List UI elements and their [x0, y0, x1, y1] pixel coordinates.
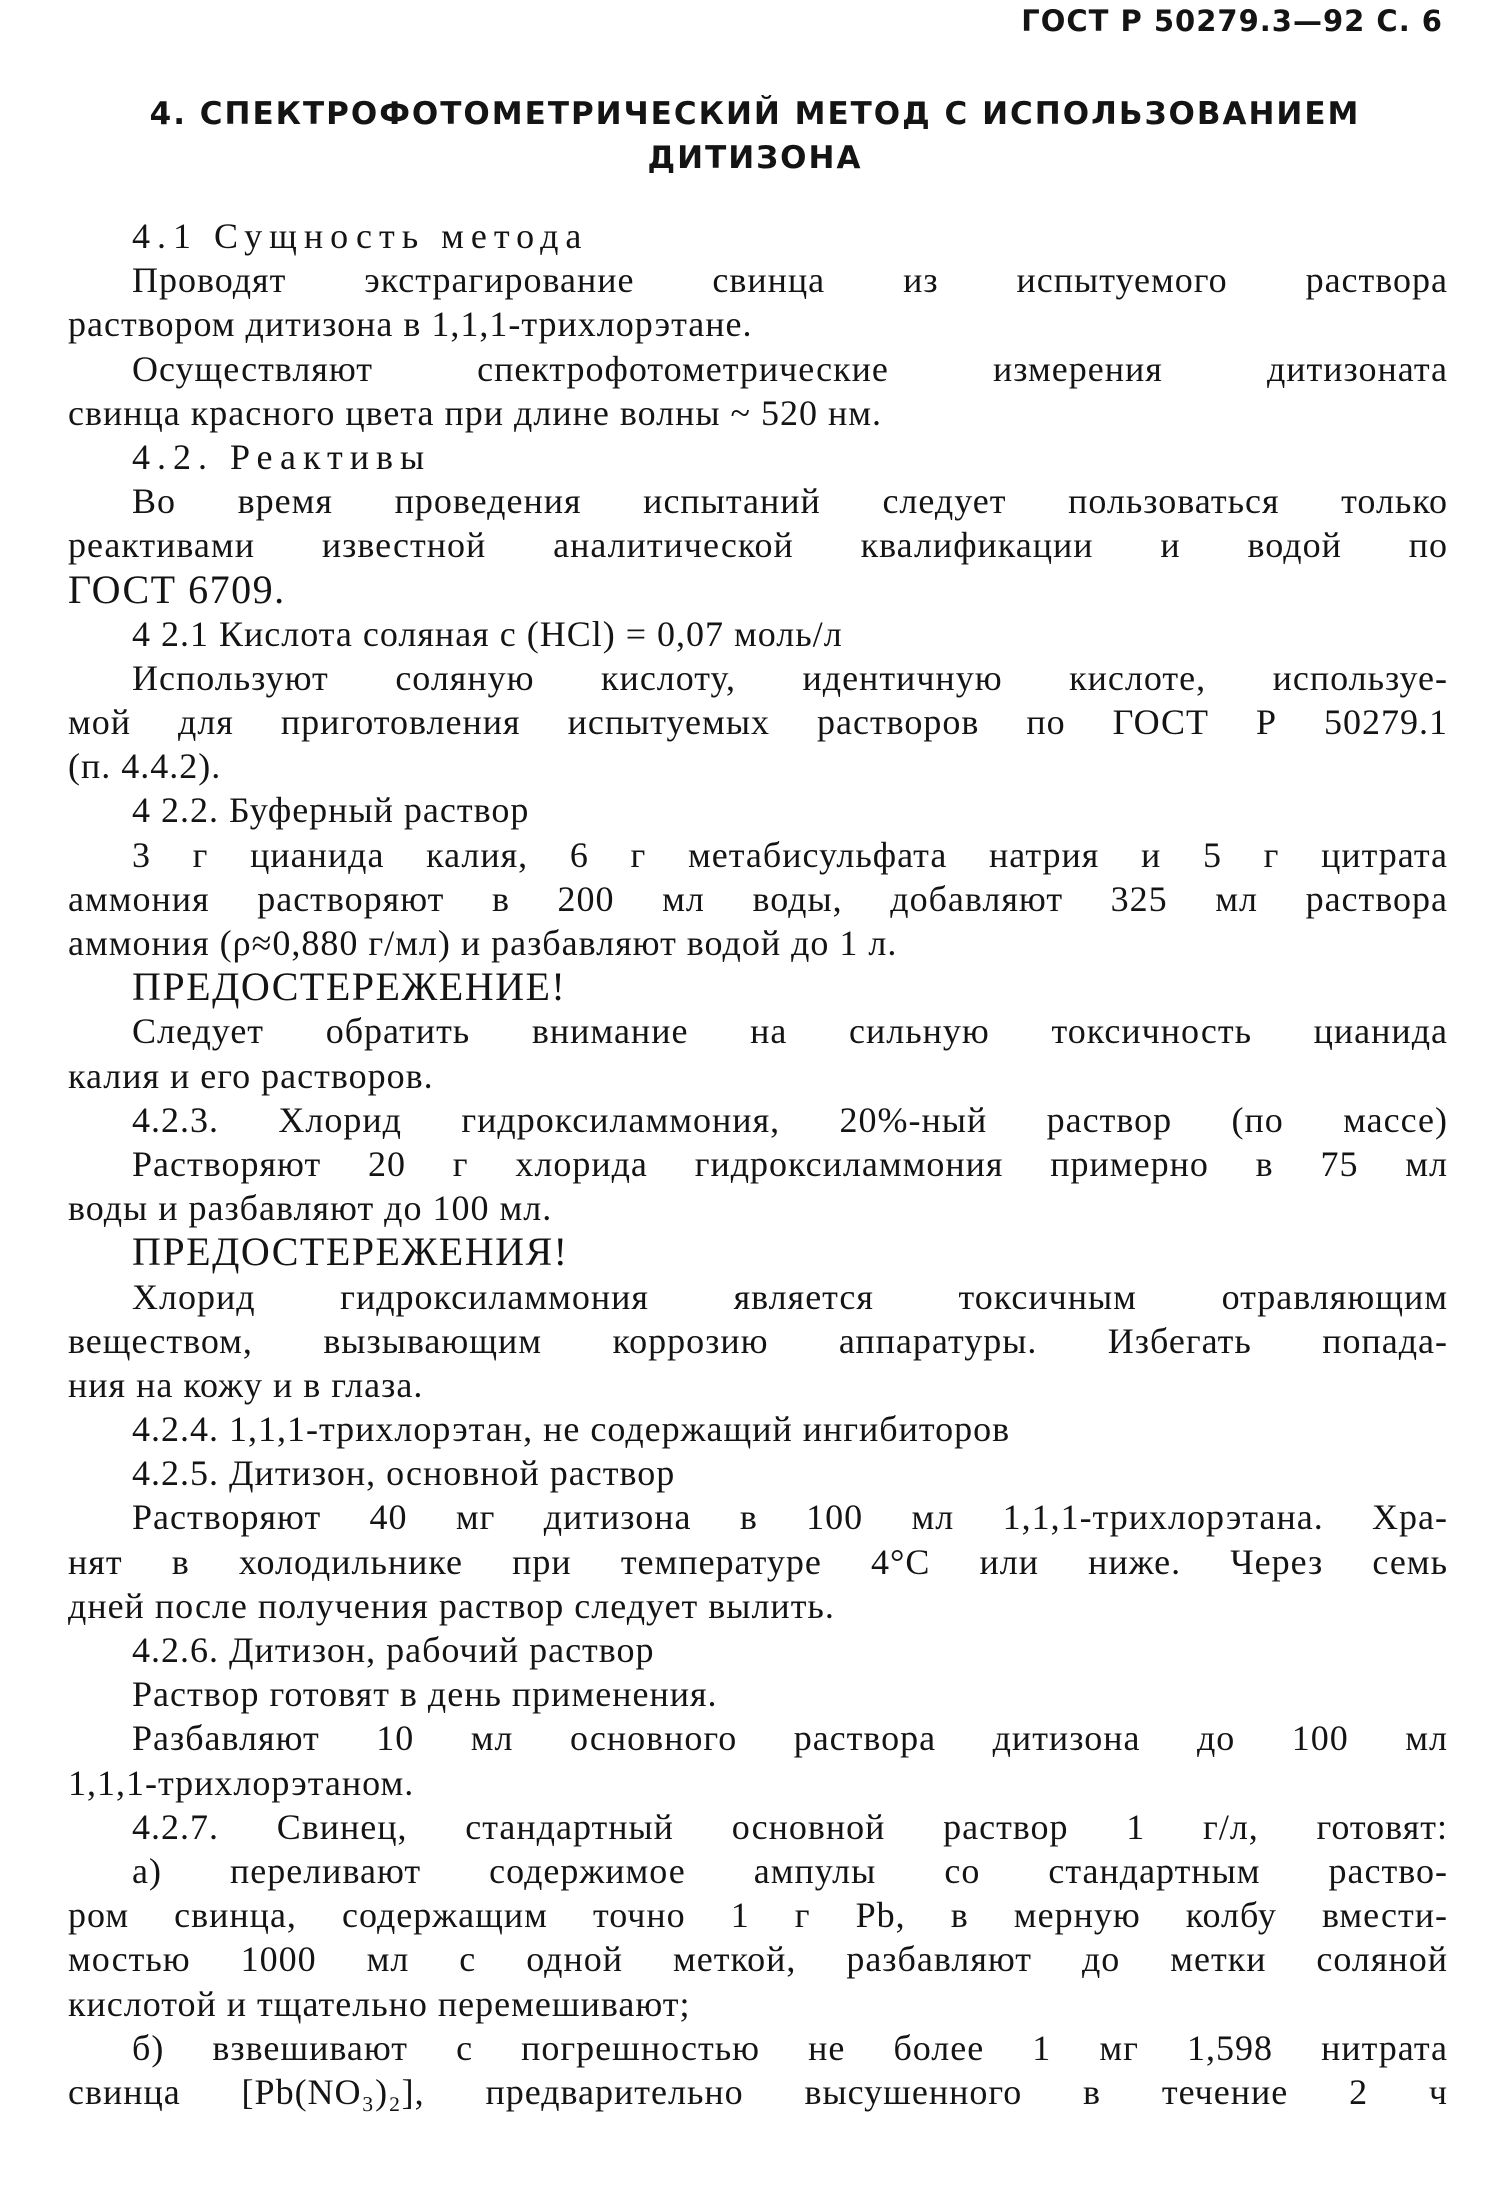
page-header: ГОСТ Р 50279.3—92 С. 6	[1021, 4, 1443, 38]
text-line: свинца [Pb(NO₃)₂], предварительно высушенного в течение 2 ч	[68, 2071, 1448, 2112]
text-line: ром свинца, содержащим точно 1 г Pb, в мерную колбу вмести-	[68, 1895, 1448, 1936]
text-line: 3 г цианида калия, 6 г метабисульфата натрия и 5 г цитрата	[132, 834, 1448, 875]
text-line: аммония растворяют в 200 мл воды, добавляют 325 мл раствора	[68, 878, 1448, 919]
text-line: а) переливают содержимое ампулы со стандартным раство-	[132, 1850, 1448, 1891]
warning-heading: ПРЕДОСТЕРЕЖЕНИЯ!	[132, 1229, 569, 1275]
subsection-heading: 4 2.1 Кислота соляная с (HCl) = 0,07 моль/л	[132, 613, 843, 654]
subsection-heading: 4.2.4. 1,1,1-трихлорэтан, не содержащий ингибиторов	[132, 1409, 1011, 1450]
text-line: воды и разбавляют до 100 мл.	[68, 1188, 553, 1229]
text-line: 1,1,1-трихлорэтаном.	[68, 1762, 415, 1803]
subsection-heading: 4.2.6. Дитизон, рабочий раствор	[132, 1630, 655, 1670]
text-line: кислотой и тщательно перемешивают;	[68, 1983, 691, 2024]
text-line: Растворяют 40 мг дитизона в 100 мл 1,1,1-трихлорэтана. Хра-	[132, 1497, 1448, 1538]
section-title-line: ДИТИЗОНА	[647, 140, 863, 176]
text-line: Растворяют 20 г хлорида гидроксиламмония примерно в 75 мл	[132, 1143, 1448, 1184]
text-line: Во время проведения испытаний следует пользоваться только	[132, 481, 1448, 522]
body-text	[68, 214, 1448, 2114]
text-line: Хлорид гидроксиламмония является токсичным отравляющим	[132, 1276, 1448, 1317]
text-line: мостью 1000 мл с одной меткой, разбавляют до метки соляной	[68, 1939, 1448, 1980]
subsection-heading: 4.2.3. Хлорид гидроксиламмония, 20%-ный раствор (по массе)	[132, 1099, 1448, 1140]
text-line: калия и его растворов.	[68, 1055, 434, 1096]
section-title	[120, 92, 1390, 180]
text-line: Раствор готовят в день применения.	[132, 1674, 718, 1715]
section-title-line: 4. СПЕКТРОФОТОМЕТРИЧЕСКИЙ МЕТОД С ИСПОЛЬЗОВАНИЕМ	[149, 96, 1361, 132]
text-line: Следует обратить внимание на сильную токсичность цианида	[132, 1011, 1448, 1052]
text-line: б) взвешивают с погрешностью не более 1 мг 1,598 нитрата	[132, 2027, 1448, 2068]
text-line: мой для приготовления испытуемых растворов по ГОСТ Р 50279.1	[68, 702, 1448, 743]
text-line: аммония (ρ≈0,880 г/мл) и разбавляют водой до 1 л.	[68, 923, 898, 963]
text-line: раствором дитизона в 1,1,1-трихлорэтане.	[68, 304, 753, 345]
text-line: Проводят экстрагирование свинца из испытуемого раствора	[132, 260, 1448, 301]
text-line: (п. 4.4.2).	[68, 746, 222, 787]
text-line: реактивами известной аналитической квалификации и водой по	[68, 525, 1448, 566]
subsection-heading: 4 2.2. Буферный раствор	[132, 790, 530, 831]
text-line: Разбавляют 10 мл основного раствора дитизона до 100 мл	[132, 1718, 1448, 1759]
subsection-heading: 4.2. Реактивы	[132, 436, 432, 477]
text-line: дней после получения раствор следует вылить.	[68, 1585, 835, 1626]
text-line: ГОСТ 6709.	[68, 566, 286, 612]
subsection-heading: 4.2.5. Дитизон, основной раствор	[132, 1453, 676, 1494]
text-line: Осуществляют спектрофотометрические измерения дитизоната	[132, 348, 1448, 389]
text-line: нят в холодильнике при температуре 4°С или ниже. Через семь	[68, 1541, 1448, 1582]
subsection-heading: 4.2.7. Свинец, стандартный основной раствор 1 г/л, готовят:	[132, 1806, 1448, 1847]
text-line: Используют соляную кислоту, идентичную кислоте, используе-	[132, 657, 1448, 698]
text-line: веществом, вызывающим коррозию аппаратуры. Избегать попада-	[68, 1320, 1448, 1361]
text-line: свинца красного цвета при длине волны ~ 520 нм.	[68, 392, 883, 433]
text-line: ния на кожу и в глаза.	[68, 1364, 424, 1405]
warning-heading: ПРЕДОСТЕРЕЖЕНИЕ!	[132, 964, 567, 1010]
subsection-heading: 4.1 Сущность метода	[132, 216, 589, 256]
